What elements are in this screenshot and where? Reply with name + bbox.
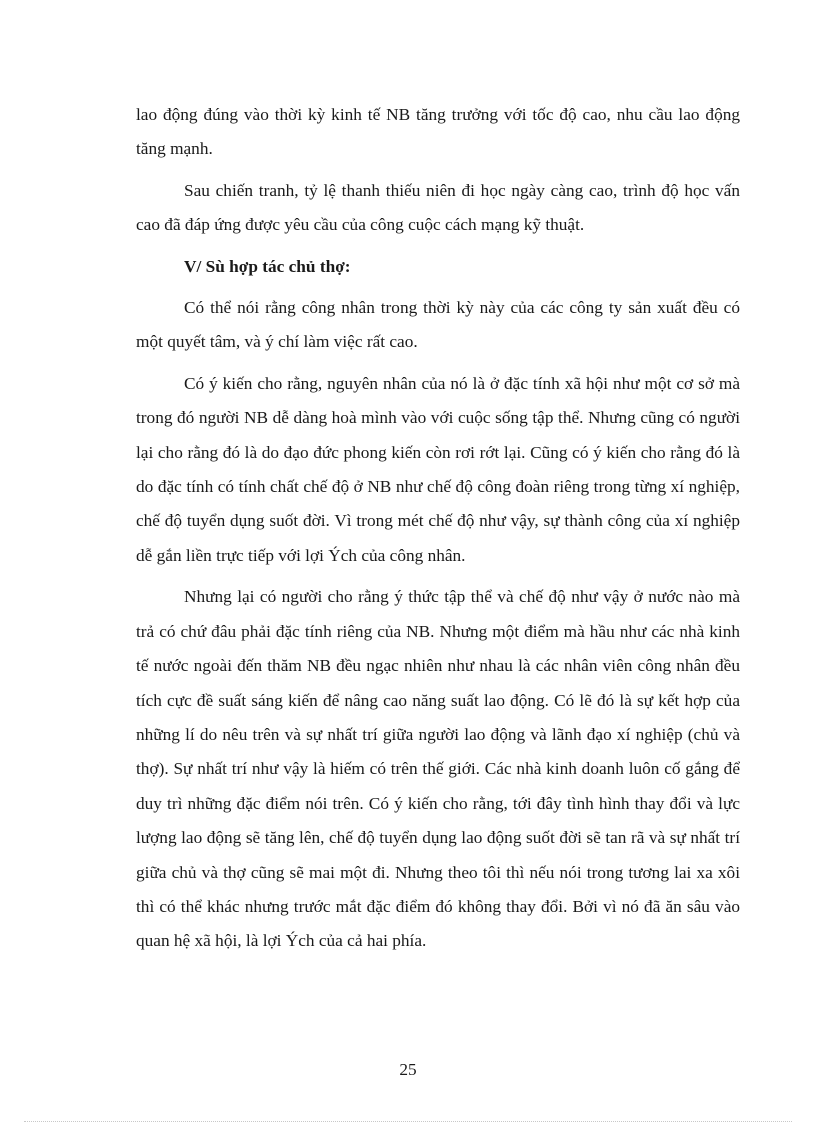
paragraph-causes: Có ý kiến cho rằng, nguyên nhân của nó là ở đặc tính xã hội như một cơ sở mà trong đó người NB dễ dàng hoà mình vào với cuộc sống tập thể. Nhưng cũng có người lại cho rằng đó là do đạo đức phong kiến còn rơi rớt lại. Cũng có ý kiến cho rằng đó là do đặc tính có tính chất chế độ ở NB như chế độ công đoàn riêng trong từng xí nghiệp, chế độ tuyển dụng suốt đời. Vì trong mét chế độ như vậy, sự thành công của xí nghiệp dễ gắn liền trực tiếp với lợi Ých của công nhân. (136, 373, 740, 565)
paragraph-continuation: lao động đúng vào thời kỳ kinh tế NB tăng trưởng với tốc độ cao, nhu cầu lao động tăng mạnh. (136, 105, 740, 159)
paragraph-worker-determination: Có thể nói rằng công nhân trong thời kỳ này của các công ty sản xuất đều có một quyết tâm, và ý chí làm việc rất cao. (136, 298, 740, 352)
paragraph-education: Sau chiến tranh, tỷ lệ thanh thiếu niên đi học ngày càng cao, trình độ học vấn cao đã đáp ứng được yêu cầu của công cuộc cách mạng kỹ thuật. (136, 180, 740, 235)
page-bottom-divider (24, 1121, 792, 1122)
document-body (136, 98, 740, 959)
page-number: 25 (399, 1060, 417, 1079)
paragraph-consensus: Nhưng lại có người cho rằng ý thức tập thể và chế độ như vậy ở nước nào mà trả có chứ đâu phải đặc tính riêng của NB. Nhưng một điểm mà hầu như các nhà kinh tế nước ngoài đến thăm NB đều ngạc nhiên như nhau là các nhân viên công nhân đều tích cực đề suất sáng kiến để nâng cao năng suất lao động. Có lẽ đó là sự kết hợp của những lí do nêu trên và sự nhất trí giữa người lao động và lãnh đạo xí nghiệp (chủ và thợ). Sự nhất trí như vậy là hiếm có trên thế giới. Các nhà kinh doanh luôn cố gắng để duy trì những đặc điểm nói trên. Có ý kiến cho rằng, tới đây tình hình thay đổi và lực lượng lao động sẽ tăng lên, chế độ tuyển dụng lao động suốt đời sẽ tan rã và sự nhất trí giữa chủ và thợ cũng sẽ mai một đi. Nhưng theo tôi thì nếu nói trong tương lai xa xôi thì có thể khác nhưng trước mắt đặc điểm đó không thay đổi. Bởi vì nó đã ăn sâu vào quan hệ xã hội, là lợi Ých của cả hai phía. (136, 587, 740, 951)
section-heading: V/ Sù hợp tác chủ thợ: (184, 256, 351, 276)
